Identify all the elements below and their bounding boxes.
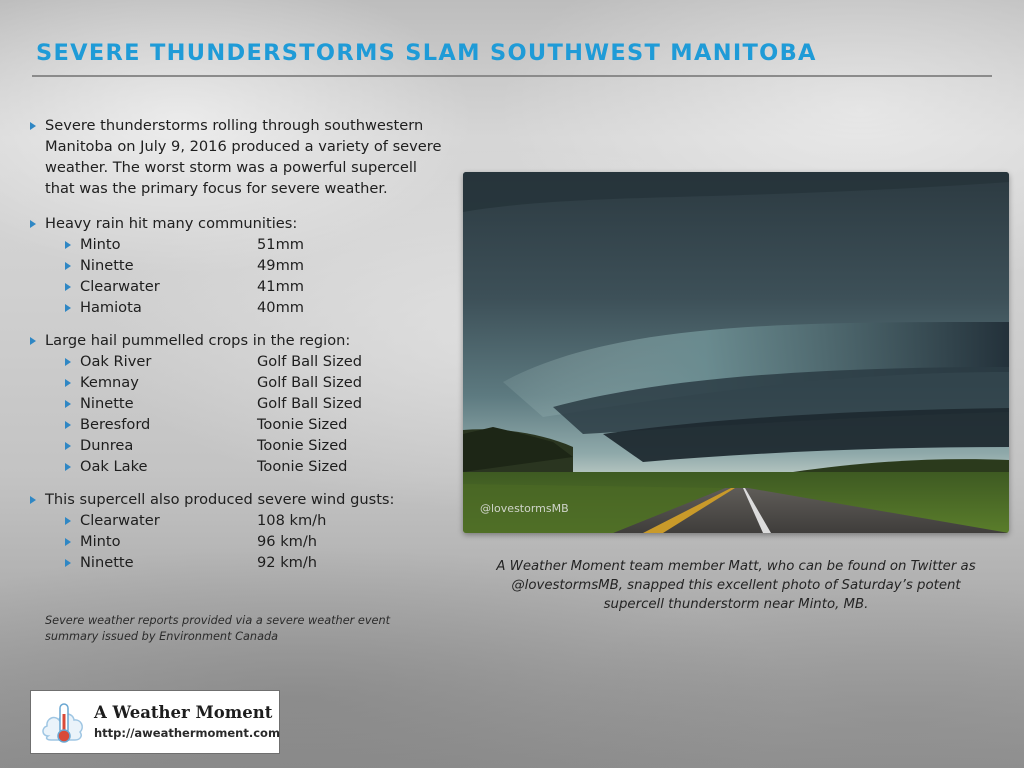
location-name: Dunrea [80,437,134,454]
list-item [65,456,450,477]
report-value: Golf Ball Sized [257,395,362,412]
report-value: Toonie Sized [257,458,348,475]
bullet-text: Heavy rain hit many communities: [45,215,298,232]
report-value: Toonie Sized [257,437,348,454]
photo-watermark: @lovestormsMB [480,502,569,515]
list-item [65,552,450,573]
bullet-arrow-icon [30,337,36,345]
report-value: Toonie Sized [257,416,348,433]
bullet-arrow-icon [30,122,36,130]
bullet-arrow-icon [30,496,36,504]
report-value: Golf Ball Sized [257,353,362,370]
report-value: 41mm [257,278,305,295]
hail-list [65,351,450,477]
bullet-text: Severe thunderstorms rolling through southwestern Manitoba on July 9, 2016 produced a variety of severe weather. The worst storm was a powerful supercell that was the primary focus for severe weather. [45,117,442,197]
rain-list [65,234,450,318]
report-value: 96 km/h [257,533,318,550]
list-item [65,297,450,318]
location-name: Oak River [80,353,152,370]
list-item [65,435,450,456]
list-item [65,393,450,414]
location-name: Clearwater [80,512,160,529]
bullet-list [30,115,450,585]
bullet-wind [30,489,450,573]
location-name: Minto [80,533,121,550]
photo-caption: A Weather Moment team member Matt, who can be found on Twitter as @lovestormsMB, snapped this excellent photo of Saturday’s potent supercell thunderstorm near Minto, MB. [496,559,976,612]
bullet-arrow-icon [65,304,71,312]
bullet-arrow-icon [65,358,71,366]
bullet-arrow-icon [65,517,71,525]
title-divider [32,75,992,77]
bullet-intro [30,115,450,199]
bullet-arrow-icon [65,442,71,450]
bullet-heavy-rain [30,213,450,318]
bullet-text: This supercell also produced severe wind gusts: [45,491,395,508]
bullet-hail [30,330,450,477]
location-name: Ninette [80,554,134,571]
bullet-arrow-icon [30,220,36,228]
list-item [65,372,450,393]
location-name: Hamiota [80,299,142,316]
bullet-arrow-icon [65,538,71,546]
location-name: Ninette [80,395,134,412]
list-item [65,510,450,531]
location-name: Kemnay [80,374,139,391]
report-value: 92 km/h [257,554,318,571]
report-value: 40mm [257,299,305,316]
bullet-arrow-icon [65,559,71,567]
list-item [65,531,450,552]
location-name: Minto [80,236,121,253]
page-title: SEVERE THUNDERSTORMS SLAM SOUTHWEST MANITOBA [36,40,817,66]
bullet-arrow-icon [65,400,71,408]
list-item [65,351,450,372]
bullet-arrow-icon [65,241,71,249]
brand-url: http://aweathermoment.com [94,726,280,740]
list-item [65,414,450,435]
supercell-photo [463,172,1009,533]
location-name: Oak Lake [80,458,148,475]
source-footnote: Severe weather reports provided via a severe weather event summary issued by Environment Canada [45,614,391,643]
report-value: 49mm [257,257,305,274]
list-item [65,234,450,255]
bullet-arrow-icon [65,463,71,471]
brand-logo [30,690,280,754]
report-value: 51mm [257,236,305,253]
bullet-arrow-icon [65,421,71,429]
cloud-thermometer-icon [39,698,89,748]
brand-name: A Weather Moment [94,703,273,722]
report-value: Golf Ball Sized [257,374,362,391]
report-value: 108 km/h [257,512,327,529]
location-name: Ninette [80,257,134,274]
location-name: Beresford [80,416,151,433]
bullet-arrow-icon [65,379,71,387]
list-item [65,255,450,276]
location-name: Clearwater [80,278,160,295]
list-item [65,276,450,297]
bullet-arrow-icon [65,283,71,291]
wind-list [65,510,450,573]
bullet-arrow-icon [65,262,71,270]
bullet-text: Large hail pummelled crops in the region: [45,332,351,349]
